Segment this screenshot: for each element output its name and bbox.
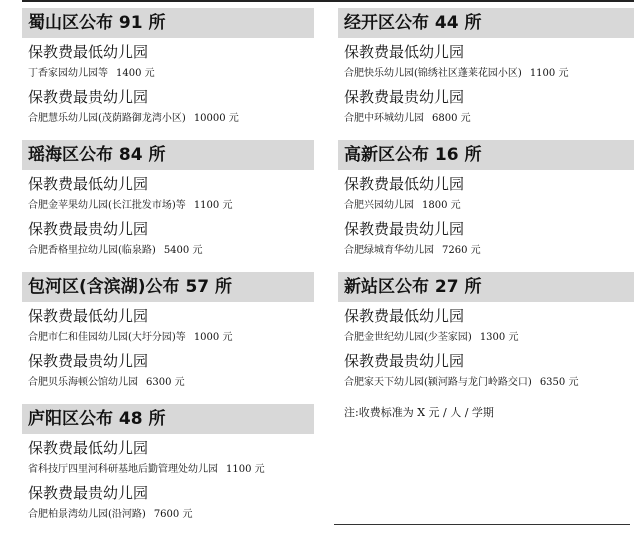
- lowest-fee-entry: [22, 65, 314, 83]
- lowest-fee-label: 保教费最低幼儿园: [28, 439, 149, 457]
- kindergarten-name: 合肥金苹果幼儿园(长江批发市场)等: [28, 200, 186, 211]
- highest-fee-entry: [22, 110, 314, 128]
- lowest-fee-label: 保教费最低幼儿园: [344, 43, 465, 61]
- fee-value: 7600 元: [153, 509, 193, 520]
- fee-value: 1100 元: [226, 464, 265, 475]
- fee-value: 6300 元: [146, 377, 185, 388]
- fee-unit-note: 注:收费标准为 X 元 / 人 / 学期: [344, 406, 494, 419]
- fee-value: 1300 元: [479, 332, 519, 343]
- lowest-fee-entry: [22, 461, 314, 479]
- district-title: 高新区公布 16 所: [338, 140, 634, 170]
- lowest-fee-label: 保教费最低幼儿园: [28, 43, 149, 61]
- fee-value: 10000 元: [193, 113, 239, 124]
- kindergarten-name: 合肥柏景湾幼儿园(沿河路): [28, 509, 146, 520]
- fee-value: 1000 元: [193, 332, 233, 343]
- district-xinzhan: [338, 272, 634, 392]
- kindergarten-name: 合肥绿城育华幼儿园: [344, 245, 434, 256]
- left-column: [22, 8, 314, 536]
- highest-fee-label: 保教费最贵幼儿园: [28, 352, 149, 370]
- district-title: 包河区(含滨湖)公布 57 所: [22, 272, 314, 302]
- kindergarten-name: 合肥贝乐海顿公馆幼儿园: [28, 377, 138, 388]
- lowest-fee-entry: [338, 197, 634, 215]
- kindergarten-name: 省科技厅四里河科研基地后勤管理处幼儿园: [28, 464, 218, 475]
- bottom-divider: [334, 524, 630, 525]
- kindergarten-name: 合肥中环城幼儿园: [344, 113, 424, 124]
- lowest-fee-label: 保教费最低幼儿园: [28, 307, 149, 325]
- highest-fee-entry: [22, 506, 314, 524]
- district-jingkai: [338, 8, 634, 128]
- district-title: 瑶海区公布 84 所: [22, 140, 314, 170]
- kindergarten-name: 合肥兴园幼儿园: [344, 200, 414, 211]
- lowest-fee-entry: [338, 329, 634, 347]
- district-title: 新站区公布 27 所: [338, 272, 634, 302]
- district-yaohai: [22, 140, 314, 260]
- fee-value: 1100 元: [529, 68, 569, 79]
- kindergarten-name: 丁香家园幼儿园等: [28, 68, 108, 79]
- fee-value: 5400 元: [163, 245, 203, 256]
- fee-value: 6800 元: [432, 113, 471, 124]
- kindergarten-name: 合肥慧乐幼儿园(茂荫路御龙湾小区): [28, 113, 186, 124]
- kindergarten-name: 合肥金世纪幼儿园(少荃家园): [344, 332, 472, 343]
- highest-fee-entry: [22, 242, 314, 260]
- highest-fee-entry: [22, 374, 314, 392]
- lowest-fee-entry: [22, 329, 314, 347]
- kindergarten-name: 合肥快乐幼儿园(锦绣社区蓬莱花园小区): [344, 68, 522, 79]
- lowest-fee-entry: [338, 65, 634, 83]
- fee-value: 1800 元: [422, 200, 461, 211]
- district-gaoxin: [338, 140, 634, 260]
- lowest-fee-label: 保教费最低幼儿园: [28, 175, 149, 193]
- highest-fee-label: 保教费最贵幼儿园: [28, 220, 149, 238]
- fee-value: 6350 元: [539, 377, 579, 388]
- lowest-fee-label: 保教费最低幼儿园: [344, 175, 465, 193]
- district-baohe: [22, 272, 314, 392]
- district-title: 经开区公布 44 所: [338, 8, 634, 38]
- top-rule: [22, 0, 634, 2]
- highest-fee-entry: [338, 374, 634, 392]
- highest-fee-label: 保教费最贵幼儿园: [344, 220, 465, 238]
- fee-value: 1400 元: [116, 68, 155, 79]
- district-title: 蜀山区公布 91 所: [22, 8, 314, 38]
- district-title: 庐阳区公布 48 所: [22, 404, 314, 434]
- kindergarten-name: 合肥香格里拉幼儿园(临泉路): [28, 245, 156, 256]
- highest-fee-entry: [338, 242, 634, 260]
- right-column: [338, 8, 634, 420]
- kindergarten-name: 合肥家天下幼儿园(颍河路与龙门岭路交口): [344, 377, 532, 388]
- kindergarten-name: 合肥市仁和佳园幼儿园(大圩分园)等: [28, 332, 186, 343]
- highest-fee-label: 保教费最贵幼儿园: [344, 352, 465, 370]
- fee-value: 1100 元: [193, 200, 233, 211]
- highest-fee-label: 保教费最贵幼儿园: [344, 88, 465, 106]
- lowest-fee-label: 保教费最低幼儿园: [344, 307, 465, 325]
- lowest-fee-entry: [22, 197, 314, 215]
- highest-fee-label: 保教费最贵幼儿园: [28, 88, 149, 106]
- fee-value: 7260 元: [442, 245, 481, 256]
- district-shushan: [22, 8, 314, 128]
- district-luyang: [22, 404, 314, 524]
- highest-fee-entry: [338, 110, 634, 128]
- highest-fee-label: 保教费最贵幼儿园: [28, 484, 149, 502]
